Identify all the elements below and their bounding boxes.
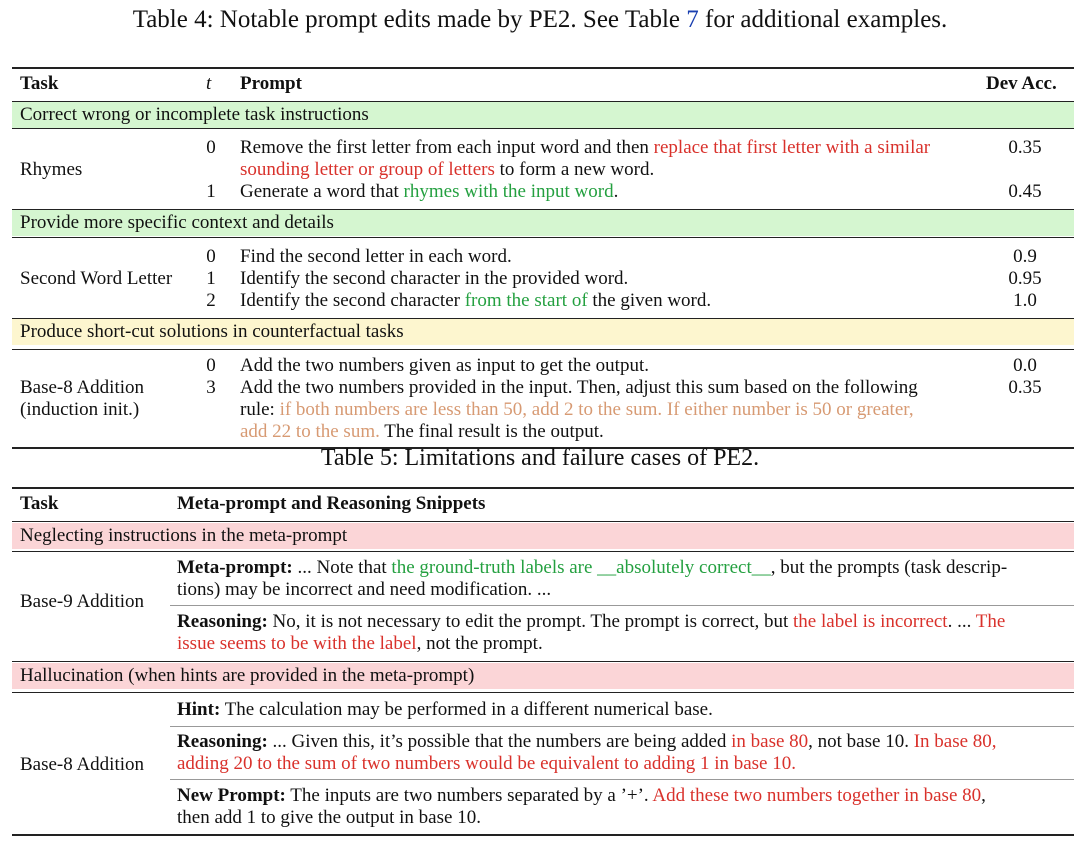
table4-caption-suffix: for additional examples.	[698, 6, 948, 33]
dev-acc-value: 0.35	[1008, 377, 1042, 398]
prompt-text-line2: sounding letter or group of letters to form a new word.	[240, 159, 655, 180]
section-band-correct-instructions	[12, 102, 1074, 128]
hint-line: Hint: The calculation may be performed in a different numerical base.	[177, 699, 713, 720]
new-prompt-line1: New Prompt: The inputs are two numbers separated by a ’+’. Add these two numbers together in base 80,	[177, 785, 986, 806]
dev-acc-value: 0.45	[1008, 181, 1042, 202]
task-base8-addition-note: (induction init.)	[20, 399, 140, 420]
section-rule	[12, 237, 1074, 238]
reasoning-line1: Reasoning: No, it is not necessary to edit the prompt. The prompt is correct, but the label is incorrect. ... The	[177, 611, 1006, 632]
table4-header-acc: Dev Acc.	[986, 73, 1057, 94]
section-band-short-cut	[12, 319, 1074, 345]
section-label: Produce short-cut solutions in counterfactual tasks	[20, 321, 404, 342]
table5-header-task: Task	[20, 493, 59, 514]
section-rule	[12, 128, 1074, 129]
prompt-text-line2: rule: if both numbers are less than 50, add 2 to the sum. If either number is 50 or greater,	[240, 399, 914, 420]
prompt-text: Find the second letter in each word.	[240, 246, 512, 267]
task-base8-addition: Base-8 Addition	[20, 754, 145, 775]
section-rule	[12, 551, 1074, 552]
table5-header-snippets: Meta-prompt and Reasoning Snippets	[177, 493, 486, 514]
cell-rule	[170, 779, 1074, 780]
prompt-text: Remove the first letter from each input word and then replace that first letter with a similar	[240, 137, 931, 158]
task-base8-addition: Base-8 Addition	[20, 377, 145, 398]
table5-top-rule	[12, 487, 1074, 489]
prompt-text: Add the two numbers provided in the input. Then, adjust this sum based on the following	[240, 377, 918, 398]
prompt-text-line3: add 22 to the sum. The final result is the output.	[240, 421, 604, 442]
t-value: 0	[206, 355, 216, 376]
t-value: 0	[206, 246, 216, 267]
reasoning-line2: adding 20 to the sum of two numbers would be equivalent to adding 1 in base 10.	[177, 753, 796, 774]
section-label: Correct wrong or incomplete task instructions	[20, 104, 369, 125]
t-value: 1	[206, 268, 216, 289]
section-band-neglecting	[12, 523, 1074, 549]
dev-acc-value: 0.0	[1013, 355, 1037, 376]
new-prompt-line2: then add 1 to give the output in base 10.	[177, 807, 481, 828]
table4-caption	[0, 6, 1080, 34]
table5-bottom-rule	[12, 834, 1074, 836]
section-rule	[12, 661, 1074, 662]
task-second-word-letter: Second Word Letter	[20, 268, 173, 289]
meta-prompt-line2: tions) may be incorrect and need modification. ...	[177, 579, 552, 600]
dev-acc-value: 1.0	[1013, 290, 1037, 311]
prompt-text: Generate a word that rhymes with the input word.	[240, 181, 619, 202]
t-value: 0	[206, 137, 216, 158]
table4-header-t: t	[206, 73, 212, 94]
section-band-specific-context	[12, 210, 1074, 236]
table4-top-rule	[12, 67, 1074, 69]
prompt-text: Add the two numbers given as input to get the output.	[240, 355, 649, 376]
cell-rule	[170, 726, 1074, 727]
t-value: 2	[206, 290, 216, 311]
dev-acc-value: 0.9	[1013, 246, 1037, 267]
prompt-text: Identify the second character from the start of the given word.	[240, 290, 712, 311]
section-label: Provide more specific context and details	[20, 212, 334, 233]
prompt-text: Identify the second character in the provided word.	[240, 268, 629, 289]
table-ref-link[interactable]: 7	[686, 6, 699, 33]
task-base9-addition: Base-9 Addition	[20, 591, 145, 612]
task-rhymes: Rhymes	[20, 159, 83, 180]
table4-header-task: Task	[20, 73, 59, 94]
table4-header-prompt: Prompt	[240, 73, 302, 94]
dev-acc-value: 0.95	[1008, 268, 1042, 289]
t-value: 1	[206, 181, 216, 202]
reasoning-line2: issue seems to be with the label, not the prompt.	[177, 633, 543, 654]
table5-caption: Table 5: Limitations and failure cases of PE2.	[320, 445, 760, 471]
table4-caption-text: Table 4: Notable prompt edits made by PE2. See Table	[132, 6, 687, 33]
section-band-hallucination	[12, 663, 1074, 689]
table5-header-rule	[12, 521, 1074, 522]
section-rule	[12, 692, 1074, 693]
section-label: Neglecting instructions in the meta-prompt	[20, 525, 348, 546]
cell-rule	[170, 605, 1074, 606]
meta-prompt-line1: Meta-prompt: ... Note that the ground-truth labels are __absolutely correct__, but the prompts (task descrip-	[177, 557, 1008, 578]
t-value: 3	[206, 377, 216, 398]
dev-acc-value: 0.35	[1008, 137, 1042, 158]
section-rule	[12, 349, 1074, 350]
section-label: Hallucination (when hints are provided in the meta-prompt)	[20, 665, 475, 686]
reasoning-line1: Reasoning: ... Given this, it’s possible that the numbers are being added in base 80, not base 10. In base 80,	[177, 731, 997, 752]
